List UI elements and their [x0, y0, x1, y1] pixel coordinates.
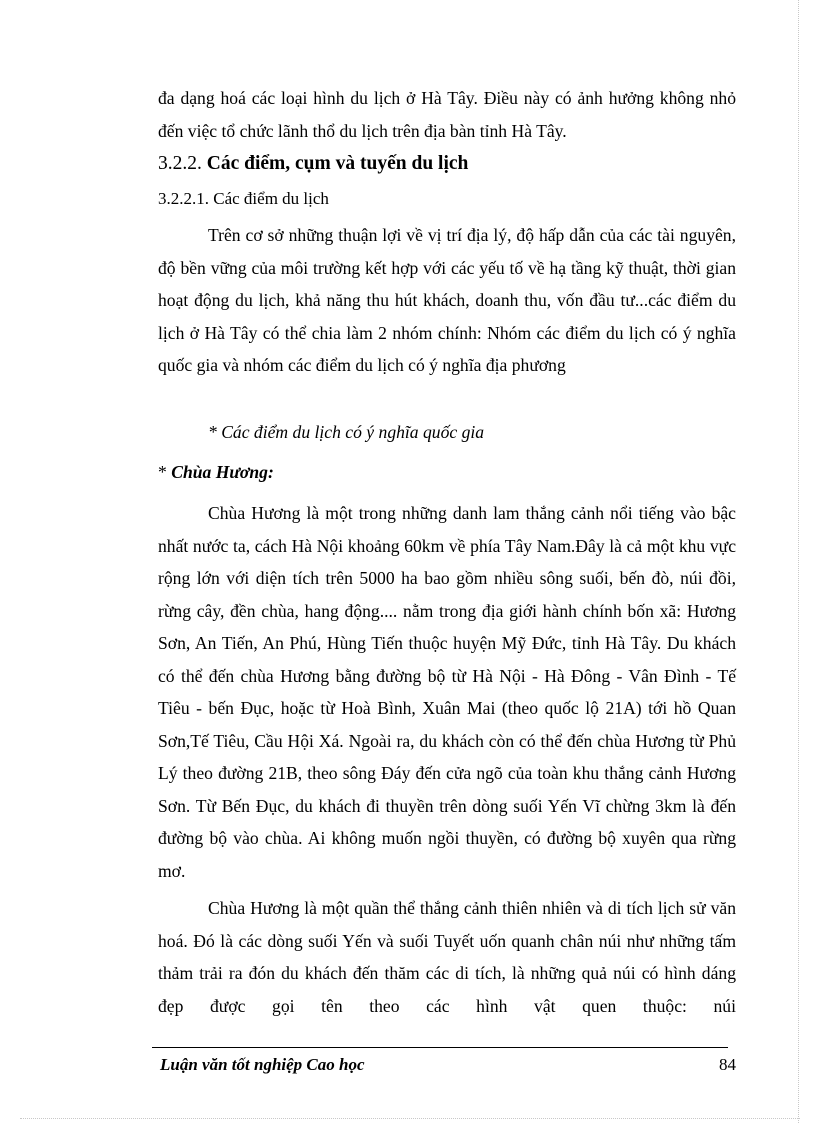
section-title: Các điểm, cụm và tuyến du lịch	[206, 153, 469, 174]
paragraph-chua-huong-2: Chùa Hương là một quần thể thắng cảnh thiên nhiên và di tích lịch sử văn hoá. Đó là các dòng suối Yến và suối Tuyết uốn quanh chân núi như những tấm thảm trải ra đón du khách đến thăm các di tích, là những quả núi có hình dáng đẹp được gọi tên theo các hình vật quen thuộc: núi	[158, 898, 736, 1016]
chua-huong-heading	[158, 457, 274, 487]
bullet-marker: *	[158, 462, 167, 482]
page-edge-bottom	[20, 1118, 800, 1119]
footer-title: Luận văn tốt nghiệp Cao học	[160, 1055, 365, 1074]
paragraph-chua-huong-1: Chùa Hương là một trong những danh lam thắng cảnh nổi tiếng vào bậc nhất nước ta, cách Hà Nội khoảng 60km về phía Tây Nam.Đây là cả một khu vực rộng lớn với diện tích trên 5000 ha bao gồm nhiều sông suối, bến đò, núi đồi, rừng cây, đền chùa, hang động.... nằm trong địa giới hành chính bốn xã: Hương Sơn, An Tiến, An Phú, Hùng Tiến thuộc huyện Mỹ Đức, tỉnh Hà Tây. Du khách có thể đến chùa Hương bằng đường bộ từ Hà Nội - Hà Đông - Vân Đình - Tế Tiêu - bến Đục, hoặc từ Hoà Bình, Xuân Mai (theo quốc lộ 21A) tới hồ Quan Sơn,Tế Tiêu, Cầu Hội Xá. Ngoài ra, du khách còn có thể đến chùa Hương từ Phủ Lý theo đường 21B, theo sông Đáy đến cửa ngõ của toàn khu thắng cảnh Hương Sơn. Từ Bến Đục, du khách đi thuyền trên dòng suối Yến Vĩ chừng 3km là đến đường bộ vào chùa. Ai không muốn ngồi thuyền, có đường bộ xuyên qua rừng mơ.	[158, 503, 736, 881]
paragraph-intro: Trên cơ sở những thuận lợi về vị trí địa lý, độ hấp dẫn của các tài nguyên, độ bền vững của môi trường kết hợp với các yếu tố về hạ tầng kỹ thuật, thời gian hoạt động du lịch, khả năng thu hút khách, doanh thu, vốn đầu tư...các điểm du lịch ở Hà Tây có thể chia làm 2 nhóm chính: Nhóm các điểm du lịch có ý nghĩa quốc gia và nhóm các điểm du lịch có ý nghĩa địa phương	[158, 225, 736, 375]
paragraph-continued: đa dạng hoá các loại hình du lịch ở Hà Tây. Điều này có ảnh hưởng không nhỏ đến việc tổ chức lãnh thổ du lịch trên địa bàn tỉnh Hà Tây.	[158, 88, 736, 141]
site-name: Chùa Hương:	[171, 462, 274, 482]
subsection-heading: 3.2.2.1. Các điểm du lịch	[158, 189, 329, 208]
page-number: 84	[719, 1055, 736, 1074]
section-heading	[158, 148, 736, 180]
page-edge-right	[798, 0, 799, 1123]
national-sites-heading: * Các điểm du lịch có ý nghĩa quốc gia	[208, 422, 485, 442]
section-number: 3.2.2.	[158, 153, 202, 174]
footer-divider	[152, 1047, 728, 1048]
